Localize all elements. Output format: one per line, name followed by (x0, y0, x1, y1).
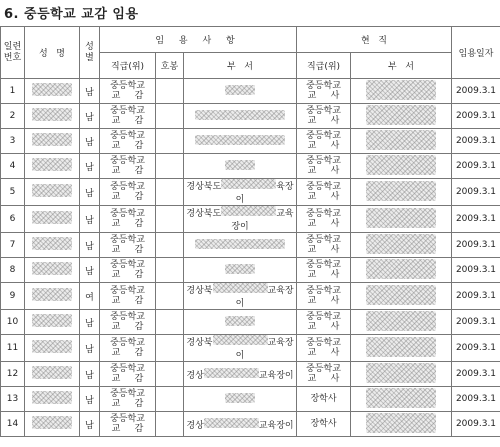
redacted-cur-dept (366, 208, 436, 228)
cell-dept (184, 335, 297, 362)
cell-name (25, 335, 80, 362)
cell-grade (156, 129, 184, 154)
cell-sex (80, 206, 100, 233)
cell-name (25, 104, 80, 129)
cell-cur-rank-text: 중등학교 교 사 (306, 182, 341, 202)
cell-rank-text: 중등학교 교 감 (110, 389, 145, 409)
cell-grade (156, 335, 184, 362)
header-appointment (100, 27, 297, 53)
table-row (1, 283, 500, 310)
cell-rank-text: 중등학교 교 감 (110, 131, 145, 151)
cell-grade (156, 179, 184, 206)
cell-cur-dept (351, 233, 452, 258)
cell-sex-text: 여 (85, 292, 94, 303)
cell-rank (100, 283, 156, 310)
cell-rank (100, 179, 156, 206)
cell-num-text: 9 (9, 291, 16, 301)
cell-rank (100, 335, 156, 362)
cell-date-text: 2009.3.1 (455, 214, 497, 224)
cell-sex (80, 79, 100, 104)
cell-dept (184, 362, 297, 387)
cell-date-text: 2009.3.1 (455, 419, 497, 429)
redacted-dept (195, 135, 285, 145)
cell-cur-dept (351, 412, 452, 437)
table-row (1, 129, 500, 154)
cell-date (452, 154, 500, 179)
cell-sex (80, 310, 100, 335)
header-cur-rank (297, 53, 351, 79)
cell-cur-rank-text: 중등학교 교 사 (306, 286, 341, 306)
header-date-label: 임용일자 (458, 49, 494, 59)
cell-rank (100, 129, 156, 154)
cell-date (452, 310, 500, 335)
cell-sex (80, 387, 100, 412)
cell-cur-rank-text: 중등학교 교 사 (306, 106, 341, 126)
cell-name (25, 362, 80, 387)
cell-rank (100, 104, 156, 129)
cell-cur-dept (351, 283, 452, 310)
redacted-name (32, 237, 72, 250)
header-cur-rank-label: 직급(위) (306, 62, 341, 72)
cell-dept (184, 129, 297, 154)
redacted-name (32, 340, 72, 353)
cell-name (25, 129, 80, 154)
cell-dept (184, 154, 297, 179)
redacted-name (32, 211, 72, 224)
redacted-cur-dept (366, 413, 436, 433)
cell-date-text: 2009.3.1 (455, 111, 497, 121)
header-num (1, 27, 25, 79)
cell-sex (80, 154, 100, 179)
cell-cur-rank (297, 412, 351, 437)
cell-date-text: 2009.3.1 (455, 136, 497, 146)
redacted-dept (195, 110, 285, 120)
cell-sex-text: 남 (85, 162, 94, 173)
cell-cur-rank (297, 335, 351, 362)
cell-name (25, 154, 80, 179)
cell-cur-rank-text: 중등학교 교 사 (306, 235, 341, 255)
header-current-label: 현 직 (361, 36, 388, 46)
cell-num-text: 5 (9, 187, 16, 197)
cell-cur-rank (297, 233, 351, 258)
cell-date-text: 2009.3.1 (455, 187, 497, 197)
cell-rank-text: 중등학교 교 감 (110, 286, 145, 306)
table-row (1, 154, 500, 179)
redacted-cur-dept (366, 105, 436, 125)
dept-prefix: 경상북도 (186, 182, 222, 192)
cell-date-text: 2009.3.1 (455, 394, 497, 404)
cell-rank-text: 중등학교 교 감 (110, 209, 145, 229)
table-body (1, 79, 500, 437)
cell-num (1, 206, 25, 233)
redacted-dept (204, 368, 259, 378)
cell-date (452, 258, 500, 283)
cell-date (452, 335, 500, 362)
cell-sex-text: 남 (85, 318, 94, 329)
table-row (1, 387, 500, 412)
cell-sex-text: 남 (85, 370, 94, 381)
cell-date (452, 179, 500, 206)
cell-rank-text: 중등학교 교 감 (110, 312, 145, 332)
cell-cur-rank-text: 장학사 (310, 419, 337, 429)
cell-date (452, 283, 500, 310)
cell-date-text: 2009.3.1 (455, 240, 497, 250)
cell-cur-dept (351, 104, 452, 129)
header-cur-dept (351, 53, 452, 79)
redacted-dept (195, 239, 285, 249)
cell-num (1, 129, 25, 154)
cell-sex-text: 남 (85, 420, 94, 431)
redacted-name (32, 83, 72, 96)
header-sex-label: 성 별 (85, 41, 94, 63)
cell-num (1, 283, 25, 310)
redacted-cur-dept (366, 363, 436, 383)
redacted-cur-dept (366, 337, 436, 357)
cell-num (1, 104, 25, 129)
table-row (1, 258, 500, 283)
redacted-dept (225, 393, 255, 403)
cell-cur-rank-text: 중등학교 교 사 (306, 131, 341, 151)
cell-rank-text: 중등학교 교 감 (110, 364, 145, 384)
cell-cur-rank (297, 362, 351, 387)
cell-cur-rank-text: 중등학교 교 사 (306, 156, 341, 176)
cell-grade (156, 283, 184, 310)
cell-rank-text: 중등학교 교 감 (110, 81, 145, 101)
header-dept (184, 53, 297, 79)
header-name (25, 27, 80, 79)
redacted-name (32, 184, 72, 197)
cell-cur-dept (351, 362, 452, 387)
dept-suffix: 교육장이 (231, 209, 294, 232)
header-grade (156, 53, 184, 79)
redacted-dept (225, 264, 255, 274)
redacted-cur-dept (366, 311, 436, 331)
cell-sex (80, 258, 100, 283)
cell-name (25, 179, 80, 206)
cell-num (1, 335, 25, 362)
cell-name (25, 233, 80, 258)
table-row (1, 179, 500, 206)
cell-sex-text: 남 (85, 266, 94, 277)
cell-date-text: 2009.3.1 (455, 265, 497, 275)
table-row (1, 412, 500, 437)
cell-sex (80, 104, 100, 129)
cell-rank-text: 중등학교 교 감 (110, 106, 145, 126)
cell-name (25, 310, 80, 335)
redacted-cur-dept (366, 181, 436, 201)
redacted-dept (225, 316, 255, 326)
cell-sex-text: 남 (85, 188, 94, 199)
cell-sex (80, 179, 100, 206)
redacted-cur-dept (366, 285, 436, 305)
cell-sex (80, 233, 100, 258)
cell-rank-text: 중등학교 교 감 (110, 156, 145, 176)
cell-rank (100, 412, 156, 437)
cell-name (25, 283, 80, 310)
dept-suffix: 육장이 (235, 182, 294, 205)
cell-cur-rank-text: 중등학교 교 사 (306, 364, 341, 384)
cell-date (452, 387, 500, 412)
cell-grade (156, 79, 184, 104)
cell-dept (184, 283, 297, 310)
header-date (452, 27, 500, 79)
dept-prefix: 경상북 (186, 338, 213, 348)
cell-date-text: 2009.3.1 (455, 291, 497, 301)
cell-rank (100, 233, 156, 258)
cell-cur-rank (297, 179, 351, 206)
cell-rank-text: 중등학교 교 감 (110, 182, 145, 202)
cell-num-text: 2 (9, 111, 16, 121)
cell-cur-rank (297, 154, 351, 179)
dept-suffix: 교육장이 (258, 370, 294, 381)
cell-dept (184, 79, 297, 104)
redacted-cur-dept (366, 259, 436, 279)
table-row (1, 362, 500, 387)
cell-name (25, 387, 80, 412)
dept-suffix: 교육장이 (258, 420, 294, 431)
dept-prefix: 경상 (186, 420, 204, 431)
cell-date (452, 79, 500, 104)
cell-rank (100, 387, 156, 412)
cell-num (1, 387, 25, 412)
cell-num-text: 6 (9, 214, 16, 224)
cell-rank (100, 154, 156, 179)
table-row (1, 206, 500, 233)
cell-num (1, 412, 25, 437)
cell-date (452, 104, 500, 129)
cell-date (452, 362, 500, 387)
cell-cur-dept (351, 335, 452, 362)
cell-cur-rank-text: 중등학교 교 사 (306, 338, 341, 358)
cell-grade (156, 387, 184, 412)
redacted-cur-dept (366, 155, 436, 175)
cell-rank (100, 258, 156, 283)
cell-num (1, 79, 25, 104)
cell-date-text: 2009.3.1 (455, 161, 497, 171)
cell-name (25, 258, 80, 283)
cell-grade (156, 310, 184, 335)
header-rank-label: 직급(위) (110, 62, 145, 72)
header-num-label: 일련 번호 (3, 41, 22, 63)
header-sex (80, 27, 100, 79)
cell-cur-rank-text: 장학사 (310, 394, 337, 404)
cell-cur-dept (351, 206, 452, 233)
cell-sex-text: 남 (85, 344, 94, 355)
redacted-dept (213, 283, 268, 293)
redacted-name (32, 391, 72, 404)
redacted-dept (221, 179, 276, 189)
cell-sex (80, 335, 100, 362)
cell-cur-rank-text: 중등학교 교 사 (306, 312, 341, 332)
cell-cur-rank (297, 206, 351, 233)
cell-grade (156, 412, 184, 437)
cell-sex (80, 283, 100, 310)
cell-num-text: 8 (9, 265, 16, 275)
cell-num-text: 12 (6, 369, 19, 379)
cell-cur-rank-text: 중등학교 교 사 (306, 81, 341, 101)
header-grade-label: 호봉 (160, 62, 179, 72)
cell-sex (80, 362, 100, 387)
cell-cur-dept (351, 387, 452, 412)
cell-cur-rank (297, 79, 351, 104)
cell-grade (156, 258, 184, 283)
cell-num-text: 10 (6, 317, 19, 327)
header-cur-dept-label: 부 서 (388, 62, 415, 72)
redacted-name (32, 262, 72, 275)
table-row (1, 310, 500, 335)
redacted-name (32, 133, 72, 146)
cell-rank-text: 중등학교 교 감 (110, 338, 145, 358)
cell-sex-text: 남 (85, 87, 94, 98)
cell-rank-text: 중등학교 교 감 (110, 235, 145, 255)
header-name-label: 성 명 (39, 49, 65, 59)
cell-num-text: 14 (6, 419, 19, 429)
redacted-name (32, 314, 72, 327)
cell-num-text: 7 (9, 240, 16, 250)
redacted-dept (225, 160, 255, 170)
table-row (1, 335, 500, 362)
cell-num (1, 233, 25, 258)
cell-dept (184, 310, 297, 335)
redacted-name (32, 288, 72, 301)
cell-sex-text: 남 (85, 215, 94, 226)
cell-num (1, 310, 25, 335)
redacted-name (32, 416, 72, 429)
cell-cur-dept (351, 258, 452, 283)
cell-date-text: 2009.3.1 (455, 86, 497, 96)
cell-date (452, 233, 500, 258)
cell-date (452, 206, 500, 233)
cell-dept (184, 233, 297, 258)
dept-suffix: 교육장이 (235, 338, 294, 361)
cell-num (1, 362, 25, 387)
cell-num-text: 4 (9, 161, 16, 171)
table-row (1, 104, 500, 129)
cell-grade (156, 206, 184, 233)
dept-suffix: 교육장이 (235, 286, 294, 309)
redacted-name (32, 158, 72, 171)
cell-name (25, 206, 80, 233)
cell-cur-rank (297, 104, 351, 129)
cell-cur-dept (351, 179, 452, 206)
dept-prefix: 경상북 (186, 286, 213, 296)
cell-cur-dept (351, 79, 452, 104)
cell-cur-rank (297, 129, 351, 154)
cell-dept (184, 179, 297, 206)
header-appointment-label: 임 용 사 항 (155, 36, 241, 46)
cell-date (452, 412, 500, 437)
cell-date-text: 2009.3.1 (455, 317, 497, 327)
cell-cur-rank (297, 310, 351, 335)
redacted-dept (225, 85, 255, 95)
cell-name (25, 79, 80, 104)
cell-rank-text: 중등학교 교 감 (110, 414, 145, 434)
cell-dept (184, 206, 297, 233)
dept-prefix: 경상북도 (186, 209, 222, 219)
table-row (1, 79, 500, 104)
cell-grade (156, 362, 184, 387)
redacted-dept (221, 206, 276, 216)
cell-num (1, 154, 25, 179)
cell-cur-rank (297, 387, 351, 412)
cell-num (1, 179, 25, 206)
cell-cur-dept (351, 310, 452, 335)
cell-grade (156, 154, 184, 179)
redacted-cur-dept (366, 130, 436, 150)
cell-rank (100, 310, 156, 335)
cell-cur-rank-text: 중등학교 교 사 (306, 260, 341, 280)
redacted-cur-dept (366, 80, 436, 100)
cell-date-text: 2009.3.1 (455, 369, 497, 379)
header-rank (100, 53, 156, 79)
cell-dept (184, 387, 297, 412)
appointment-table (0, 26, 500, 437)
cell-num-text: 11 (6, 343, 19, 353)
cell-grade (156, 233, 184, 258)
cell-sex (80, 412, 100, 437)
cell-rank (100, 362, 156, 387)
cell-num-text: 1 (9, 86, 16, 96)
redacted-cur-dept (366, 388, 436, 408)
redacted-dept (213, 335, 268, 345)
cell-sex-text: 남 (85, 112, 94, 123)
cell-rank (100, 206, 156, 233)
cell-cur-rank (297, 258, 351, 283)
cell-sex-text: 남 (85, 241, 94, 252)
cell-num-text: 3 (9, 136, 16, 146)
redacted-name (32, 366, 72, 379)
redacted-dept (204, 418, 259, 428)
redacted-cur-dept (366, 234, 436, 254)
redacted-name (32, 108, 72, 121)
cell-date (452, 129, 500, 154)
cell-rank (100, 79, 156, 104)
dept-prefix: 경상 (186, 370, 204, 381)
section-title: 6. 중등학교 교감 임용 (4, 7, 139, 22)
table-row (1, 233, 500, 258)
cell-num-text: 13 (6, 394, 19, 404)
cell-cur-dept (351, 129, 452, 154)
header-current (297, 27, 452, 53)
cell-dept (184, 104, 297, 129)
cell-sex-text: 남 (85, 395, 94, 406)
cell-grade (156, 104, 184, 129)
cell-cur-rank (297, 283, 351, 310)
cell-name (25, 412, 80, 437)
header-dept-label: 부 서 (227, 62, 253, 72)
cell-cur-dept (351, 154, 452, 179)
cell-cur-rank-text: 중등학교 교 사 (306, 209, 341, 229)
cell-date-text: 2009.3.1 (455, 343, 497, 353)
cell-rank-text: 중등학교 교 감 (110, 260, 145, 280)
cell-sex-text: 남 (85, 137, 94, 148)
cell-dept (184, 258, 297, 283)
cell-sex (80, 129, 100, 154)
cell-num (1, 258, 25, 283)
cell-dept (184, 412, 297, 437)
